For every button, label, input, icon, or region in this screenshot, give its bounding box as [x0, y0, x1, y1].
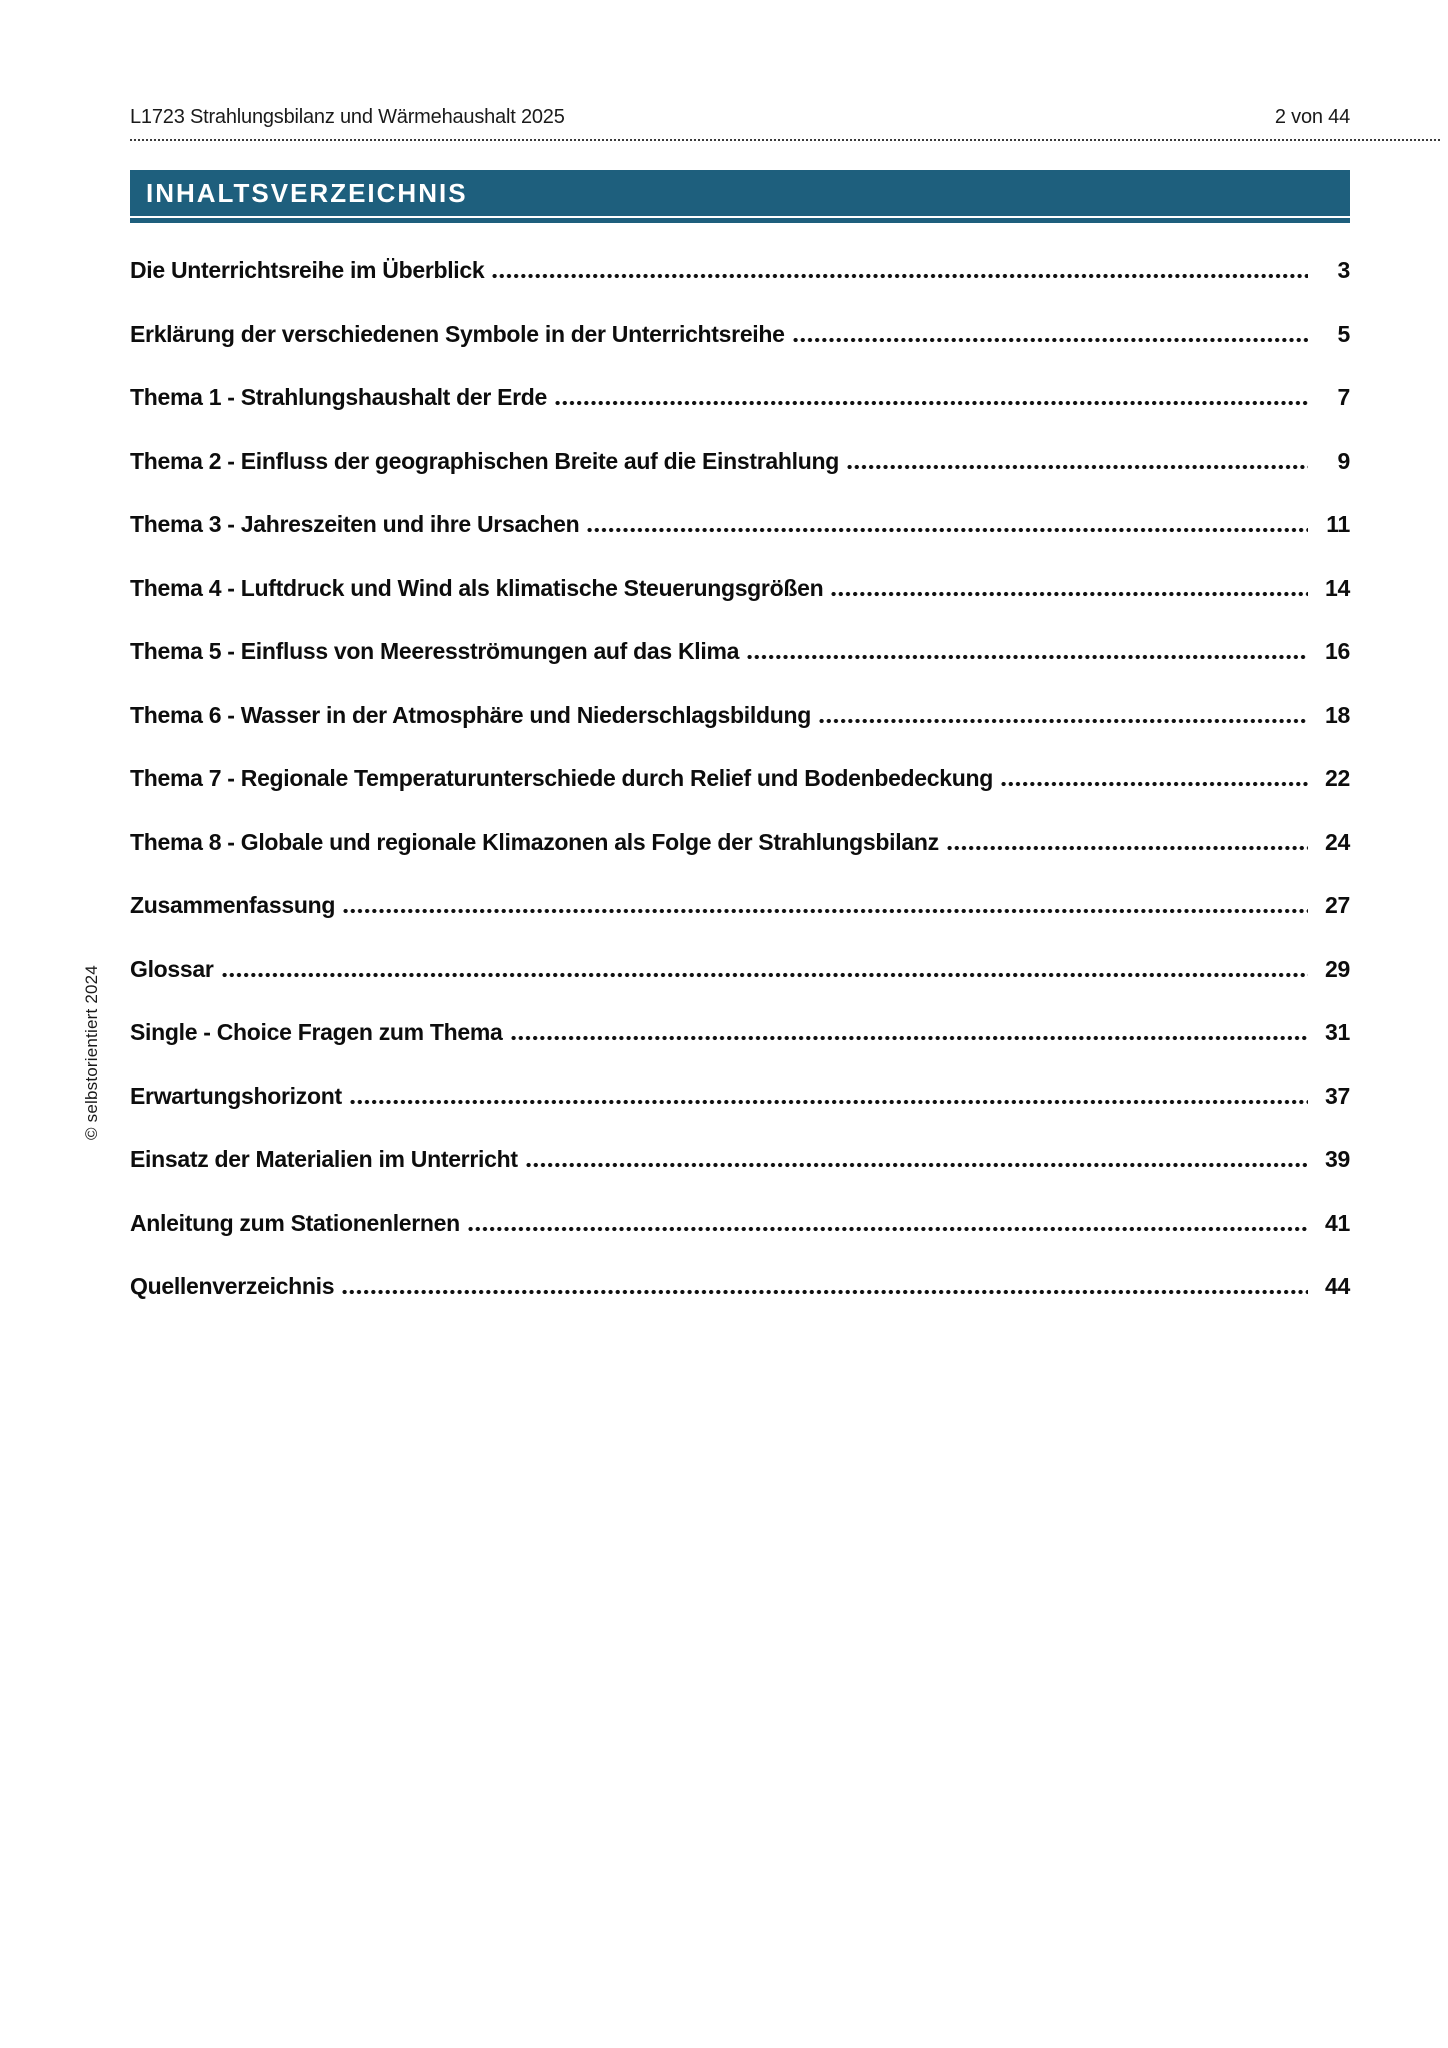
toc-leader-dots [846, 464, 1308, 470]
toc-entry-page: 3 [1337, 257, 1350, 283]
toc-entry-label: Quellenverzeichnis [130, 1273, 335, 1299]
toc-row[interactable] [130, 1200, 1350, 1264]
toc-leader-dots [342, 908, 1308, 914]
toc-row[interactable] [130, 946, 1350, 1010]
toc-entry-label: Thema 3 - Jahreszeiten und ihre Ursachen [130, 511, 580, 537]
toc-row[interactable] [130, 1009, 1350, 1073]
document-header [130, 106, 1350, 129]
toc-entry-page: 11 [1326, 511, 1350, 537]
toc-leader-dots [746, 654, 1308, 660]
toc-row[interactable] [130, 1263, 1350, 1327]
toc-row[interactable] [130, 628, 1350, 692]
toc-entry-page: 37 [1325, 1082, 1350, 1109]
toc-leader-dots [830, 591, 1308, 597]
toc-row[interactable] [130, 374, 1350, 438]
toc-entry-page: 22 [1325, 765, 1350, 791]
toc-entry-label: Thema 2 - Einfluss der geographischen Breite auf die Einstrahlung [130, 447, 839, 474]
toc-entry-page: 27 [1325, 892, 1350, 918]
toc-entry-page: 24 [1325, 828, 1350, 855]
toc-entry-page: 39 [1325, 1146, 1350, 1172]
toc-entry-label: Thema 1 - Strahlungshaushalt der Erde [130, 384, 548, 410]
copyright-sidebar-text: © selbstorientiert 2024 [82, 965, 101, 1140]
toc-entry-page: 31 [1325, 1019, 1350, 1045]
toc-row[interactable] [130, 1073, 1350, 1137]
toc-leader-dots [525, 1162, 1308, 1168]
toc-entry-label: Thema 4 - Luftdruck und Wind als klimatische Steuerungsgrößen [130, 574, 824, 601]
toc-row[interactable] [130, 565, 1350, 629]
toc-leader-dots [341, 1289, 1308, 1295]
toc-entry-label: Zusammenfassung [130, 892, 336, 918]
toc-leader-dots [586, 527, 1308, 533]
header-doc-title: L1723 Strahlungsbilanz und Wärmehaushalt 2025 [130, 106, 565, 128]
toc-entry-label: Single - Choice Fragen zum Thema [130, 1019, 503, 1045]
toc-row[interactable] [130, 247, 1350, 311]
toc-entry-label: Thema 6 - Wasser in der Atmosphäre und Niederschlagsbildung [130, 701, 811, 728]
toc-entry-label: Thema 8 - Globale und regionale Klimazonen als Folge der Strahlungsbilanz [130, 828, 939, 855]
toc-entry-page: 18 [1325, 701, 1350, 728]
toc-leader-dots [792, 337, 1308, 343]
header-page-indicator: 2 von 44 [1274, 106, 1350, 128]
toc-row[interactable] [130, 755, 1350, 819]
toc-leader-dots [491, 273, 1308, 279]
toc-row[interactable] [130, 501, 1350, 565]
toc-entry-page: 44 [1325, 1273, 1350, 1299]
toc-entry-page: 29 [1325, 955, 1350, 982]
toc-title: INHALTSVERZEICHNIS [146, 177, 468, 208]
toc-leader-dots [818, 718, 1308, 724]
toc-entry-label: Die Unterrichtsreihe im Überblick [130, 257, 485, 283]
toc-entry-label: Einsatz der Materialien im Unterricht [130, 1146, 518, 1172]
header-divider [130, 139, 1440, 141]
toc-entry-label: Thema 7 - Regionale Temperaturunterschiede durch Relief und Bodenbedeckung [130, 765, 994, 791]
toc-row[interactable] [130, 1136, 1350, 1200]
toc-leader-dots [221, 972, 1308, 978]
toc-entry-page: 5 [1337, 320, 1350, 347]
toc-row[interactable] [130, 692, 1350, 756]
toc-leader-dots [554, 400, 1308, 406]
toc-leader-dots [946, 845, 1308, 851]
toc-row[interactable] [130, 819, 1350, 883]
toc-entry-page: 41 [1325, 1209, 1350, 1236]
toc-leader-dots [349, 1099, 1308, 1105]
toc-entry-page: 16 [1325, 638, 1350, 664]
toc-entry-label: Anleitung zum Stationenlernen [130, 1209, 460, 1236]
toc-entry-label: Erwartungshorizont [130, 1082, 342, 1109]
toc-row[interactable] [130, 311, 1350, 375]
toc-leader-dots [510, 1035, 1308, 1041]
toc-leader-dots [467, 1226, 1308, 1232]
toc-entry-label: Erklärung der verschiedenen Symbole in der Unterrichtsreihe [130, 320, 785, 347]
toc-entry-label: Glossar [130, 955, 214, 982]
toc-entry-page: 9 [1337, 447, 1350, 474]
toc-row[interactable] [130, 882, 1350, 946]
toc-row[interactable] [130, 438, 1350, 502]
toc-entry-page: 7 [1337, 384, 1350, 410]
toc-title-bar [130, 170, 1350, 216]
toc-entry-label: Thema 5 - Einfluss von Meeresströmungen auf das Klima [130, 638, 740, 664]
toc-list [130, 247, 1350, 1327]
toc-entry-page: 14 [1325, 574, 1350, 601]
toc-leader-dots [1000, 781, 1308, 787]
